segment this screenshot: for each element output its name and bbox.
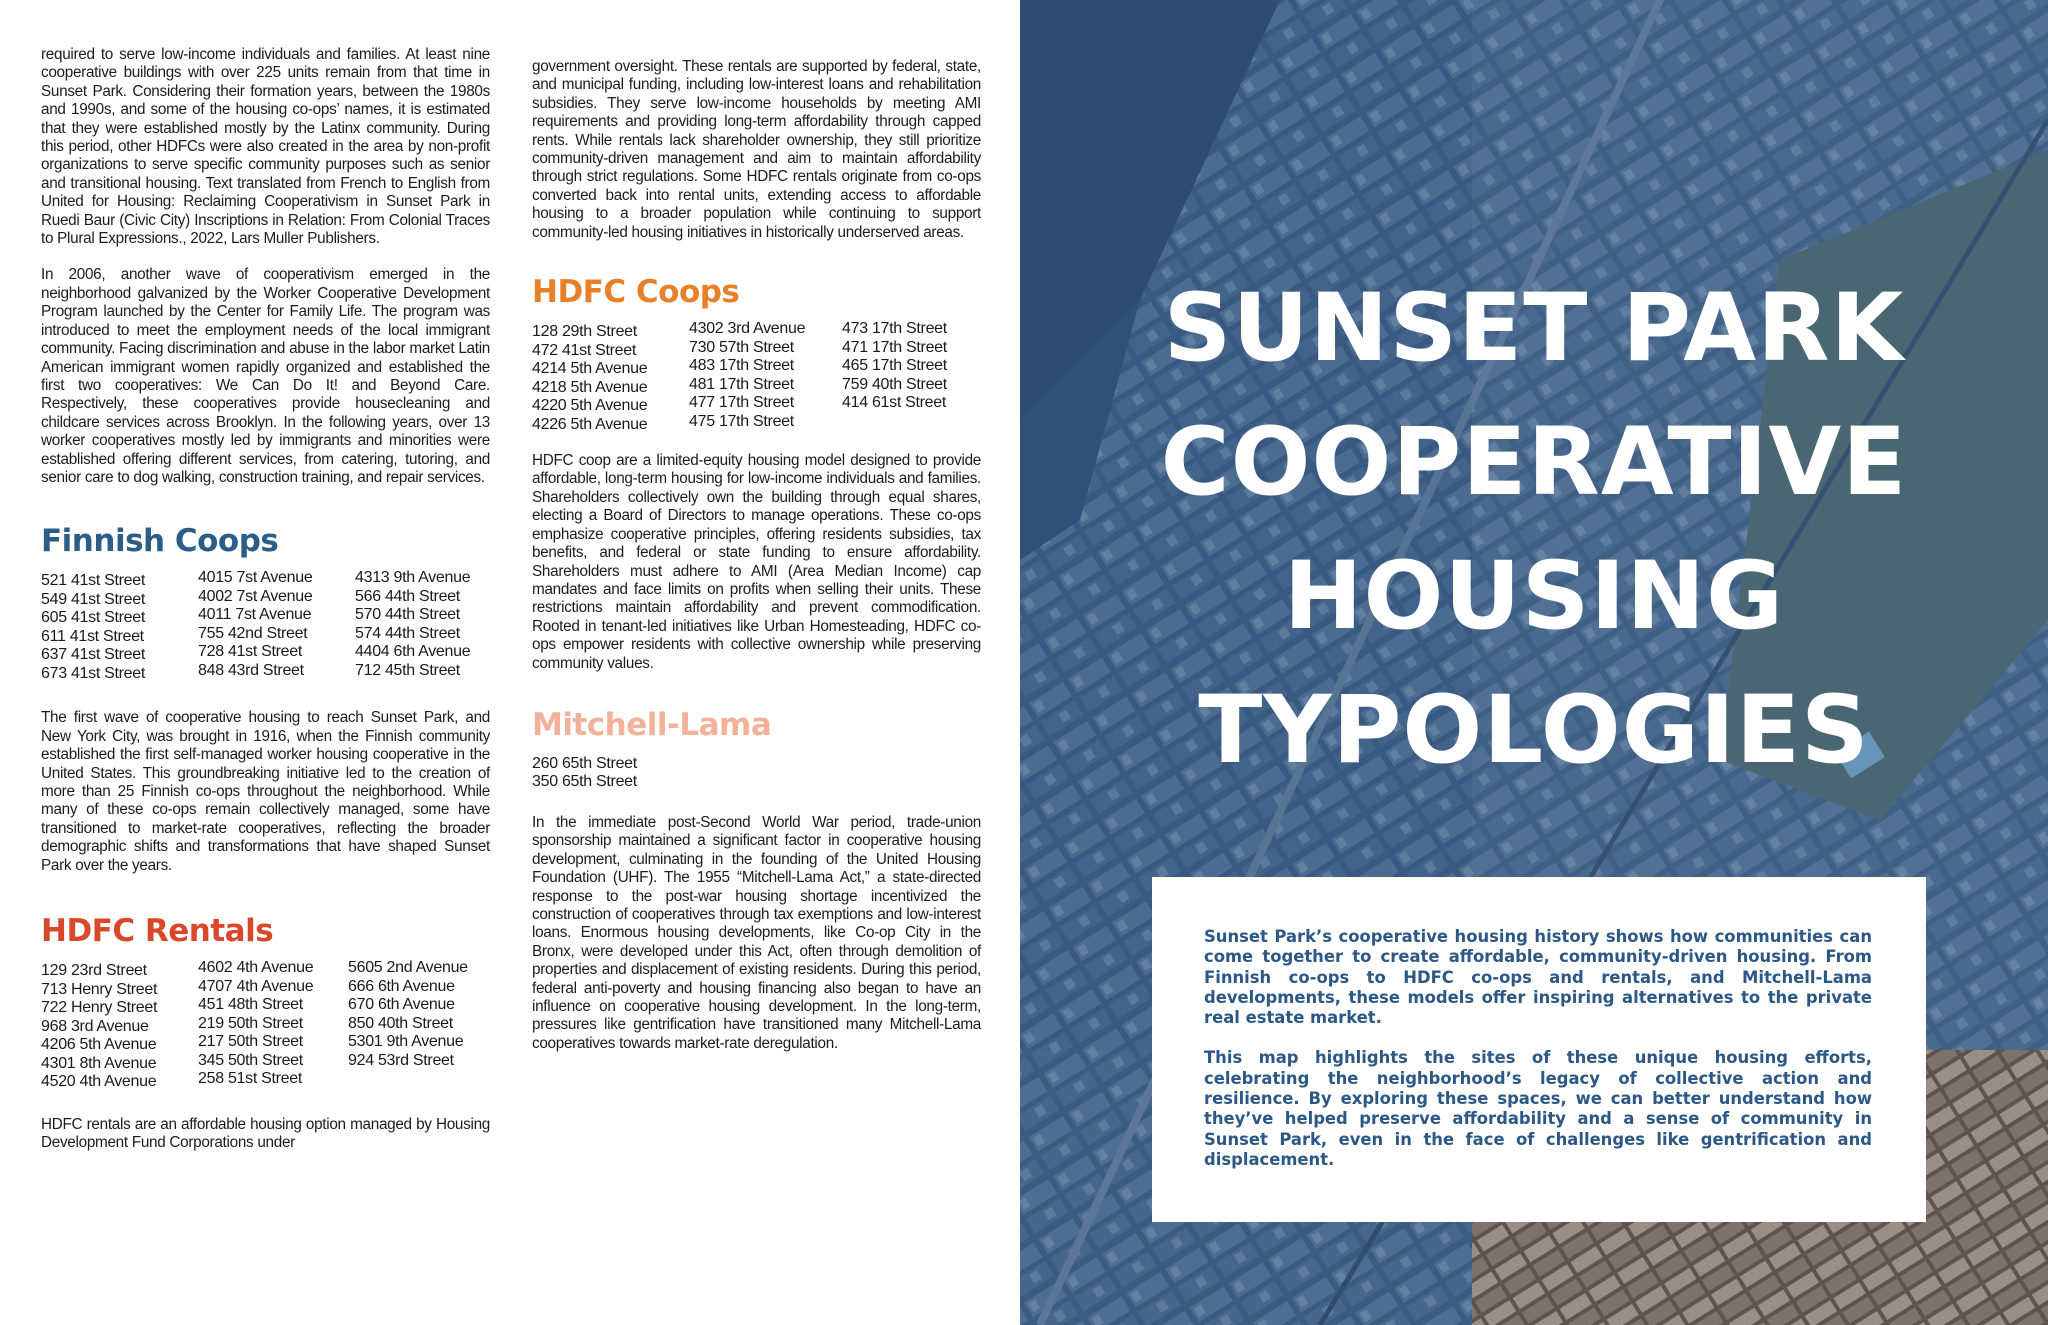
address: 472 41st Street [532, 341, 637, 359]
hdfc-coops-address-list [532, 320, 981, 434]
address: 712 45th Street [355, 661, 460, 679]
address: 673 41st Street [41, 664, 146, 682]
worker-coops-paragraph: In 2006, another wave of cooperativism emerged in the neighborhood galvanized by the Worker Cooperative Development Program launched by the Center for Family Life. The program was introduced to meet the employment needs of the local immigrant community. Facing discrimination and abuse in the labor market Latin American immigrant women rapidly organized and established the first two cooperatives: We Can Do It! and Beyond Care. Respectively, these cooperatives provide housecleaning and childcare services across Brooklyn. In the following years, over 13 worker cooperatives mostly led by immigrants and minorities were established offering different services, from catering, tutoring, and senior care to dog walking, construction training, and repair services. [41, 266, 490, 486]
hdfc-coops-description: HDFC coop are a limited-equity housing model designed to provide affordable, long-term housing for low-income individuals and families. Shareholders collectively own the building through equal shares, electing a Board of Directors to manage operations. These co-ops emphasize cooperative principles, offering residents subsidies, tax benefits, and federal or state funding to ensure affordability. Shareholders must adhere to AMI (Area Median Income) cap mandates and face limits on profits when selling their units. These restrictions maintain affordability and prevent commodification. Rooted in tenant-led initiatives like Urban Homesteading, HDFC co-ops empower residents with collective ownership while preserving community values. [532, 452, 981, 672]
address: 4313 9th Avenue [355, 569, 471, 587]
address: 475 17th Street [689, 412, 794, 430]
address: 4226 5th Avenue [532, 415, 648, 433]
hdfc-rentals-address-list [41, 959, 490, 1092]
address: 414 61st Street [842, 394, 947, 412]
address: 924 53rd Street [348, 1051, 454, 1069]
mitchell-lama-description: In the immediate post-Second World War period, trade-union sponsorship maintained a significant factor in cooperative housing development, culminating in the founding of the United Housing Foundation (UHF). The 1955 “Mitchell-Lama Act,” a state-directed response to the post-war housing shortage incentivized the construction of cooperatives through tax exemptions and low-interest loans. Enormous housing developments, like Co-op City in the Bronx, were developed under this Act, often through demolition of properties and displacement of existing residents. During this period, federal anti-poverty and housing financing also began to have an influence on cooperative housing development. In the long-term, pressures like gentrification have transitioned many Mitchell-Lama cooperatives towards market-rate deregulation. [532, 813, 981, 1052]
address: 4220 5th Avenue [532, 397, 648, 415]
mitchell-lama-address-list [532, 755, 981, 792]
address: 4707 4th Avenue [198, 977, 314, 995]
address: 4002 7st Avenue [198, 587, 313, 605]
hdfc-rentals-address-column-2 [198, 959, 348, 1092]
address: 611 41st Street [41, 627, 144, 645]
summary-box [1152, 877, 1926, 1222]
hdfc-rentals-heading: HDFC Rentals [41, 913, 274, 949]
title-line: SUNSET PARK [1163, 274, 1905, 383]
address: 4301 8th Avenue [41, 1054, 157, 1072]
address: 219 50th Street [198, 1014, 303, 1032]
address: 4011 7st Avenue [198, 606, 312, 624]
finnish-description: The first wave of cooperative housing to reach Sunset Park, and New York City, was brought in 1916, when the Finnish community established the first self-managed worker housing cooperative in the United States. This groundbreaking initiative led to the creation of more than 25 Finnish co-ops throughout the neighborhood. While many of these co-ops remain collectively managed, some have transitioned to market-rate cooperatives, reflecting the broader demographic shifts and transformations that have shaped Sunset Park over the years. [41, 709, 490, 874]
address: 848 43rd Street [198, 661, 304, 679]
address: 473 17th Street [842, 320, 947, 338]
hdfc-rentals-description-start: HDFC rentals are an affordable housing option managed by Housing Development Fund Corporations under [41, 1115, 490, 1151]
address: 129 23rd Street [41, 962, 147, 979]
hdfc-coops-address-column-2 [689, 320, 842, 434]
address: 566 44th Street [355, 587, 460, 605]
mitchell-lama-heading: Mitchell-Lama [532, 706, 772, 743]
address: 481 17th Street [689, 375, 794, 393]
finnish-address-column-2 [198, 569, 355, 683]
address: 722 Henry Street [41, 999, 158, 1016]
address: 968 3rd Avenue [41, 1017, 149, 1035]
title-line: HOUSING [1283, 542, 1785, 651]
address: 258 51st Street [198, 1070, 303, 1087]
address: 549 41st Street [41, 590, 146, 608]
address: 4206 5th Avenue [41, 1036, 157, 1053]
address: 666 6th Avenue [348, 977, 455, 995]
hdfc-coops-address-column-3 [842, 320, 947, 434]
finnish-address-list [41, 569, 490, 683]
address: 471 17th Street [842, 338, 947, 356]
address: 345 50th Street [198, 1051, 303, 1069]
middle-column [532, 58, 981, 1053]
address: 570 44th Street [355, 606, 460, 624]
left-column [41, 46, 490, 1152]
hdfc-rentals-address-column-1 [41, 959, 198, 1092]
address: 728 41st Street [198, 643, 303, 661]
address: 260 65th Street [532, 754, 637, 772]
address: 5301 9th Avenue [348, 1033, 464, 1050]
summary-paragraph-2: This map highlights the sites of these unique housing efforts, celebrating the neighborhood’s legacy of collective action and resilience. By exploring these spaces, we can better understand how they’ve helped preserve affordability and a sense of community in Sunset Park, even in the face of challenges like gentrification and displacement. [1204, 1048, 1872, 1169]
address: 477 17th Street [689, 394, 794, 412]
address: 637 41st Street [41, 646, 146, 664]
title-line: COOPERATIVE [1160, 408, 1908, 517]
address: 755 42nd Street [198, 624, 308, 642]
address: 759 40th Street [842, 375, 947, 393]
address: 4015 7st Avenue [198, 569, 313, 587]
address: 850 40th Street [348, 1014, 453, 1032]
address: 217 50th Street [198, 1033, 303, 1050]
hdfc-rentals-address-column-3 [348, 959, 468, 1092]
address: 350 65th Street [532, 773, 637, 791]
address: 128 29th Street [532, 323, 637, 341]
hdfc-coops-heading: HDFC Coops [532, 274, 740, 311]
hdfc-coops-address-column-1 [532, 320, 689, 434]
address: 521 41st Street [41, 572, 146, 590]
cover-title [1020, 262, 2048, 798]
address: 730 57th Street [689, 338, 794, 356]
hdfc-rentals-description-continued: government oversight. These rentals are supported by federal, state, and municipal funding, including low-interest loans and rehabilitation subsidies. They serve low-income households by meeting AMI requirements and providing long-term affordability through capped rents. While rentals lack shareholder ownership, they still prioritize community-driven management and aim to maintain affordability through strict regulations. Some HDFC rentals originate from co-ops converted back into rental units, extending access to affordable housing to a broader population while continuing to support community-led housing initiatives in historically underserved areas. [532, 58, 981, 241]
finnish-coops-heading: Finnish Coops [41, 523, 279, 560]
address: 4214 5th Avenue [532, 360, 648, 378]
finnish-address-column-3 [355, 569, 470, 683]
address: 713 Henry Street [41, 980, 158, 998]
summary-paragraph-1: Sunset Park’s cooperative housing history shows how communities can come together to create affordable, community-driven housing. From Finnish co-ops to HDFC co-ops and rentals, and Mitchell-Lama developments, these models offer inspiring alternatives to the private real estate market. [1204, 927, 1872, 1028]
intro-continued-paragraph: required to serve low-income individuals and families. At least nine cooperative buildings with over 225 units remain from that time in Sunset Park. Considering their formation years, between the 1980s and 1990s, and some of the housing co-ops’ names, it is estimated that they were established mostly by the Latinx community. During this period, other HDFCs were also created in the area by non-profit organizations to serve specific community purposes such as senior and transitional housing. Text translated from French to English from United for Housing: Reclaiming Cooperativism in Sunset Park in Ruedi Baur (Civic City) Inscriptions in Relation: From Colonial Traces to Plural Expressions., 2022, Lars Muller Publishers. [41, 46, 490, 248]
address: 5605 2nd Avenue [348, 959, 468, 976]
title-line: TYPOLOGIES [1198, 676, 1870, 785]
address: 4520 4th Avenue [41, 1073, 157, 1090]
finnish-address-column-1 [41, 569, 198, 683]
address: 465 17th Street [842, 357, 947, 375]
address: 574 44th Street [355, 624, 460, 642]
address: 4602 4th Avenue [198, 959, 314, 976]
address: 605 41st Street [41, 609, 146, 627]
address: 451 48th Street [198, 996, 303, 1013]
address: 4404 6th Avenue [355, 643, 471, 661]
address: 4218 5th Avenue [532, 378, 648, 396]
address: 4302 3rd Avenue [689, 320, 806, 338]
address: 483 17th Street [689, 357, 794, 375]
address: 670 6th Avenue [348, 996, 455, 1013]
